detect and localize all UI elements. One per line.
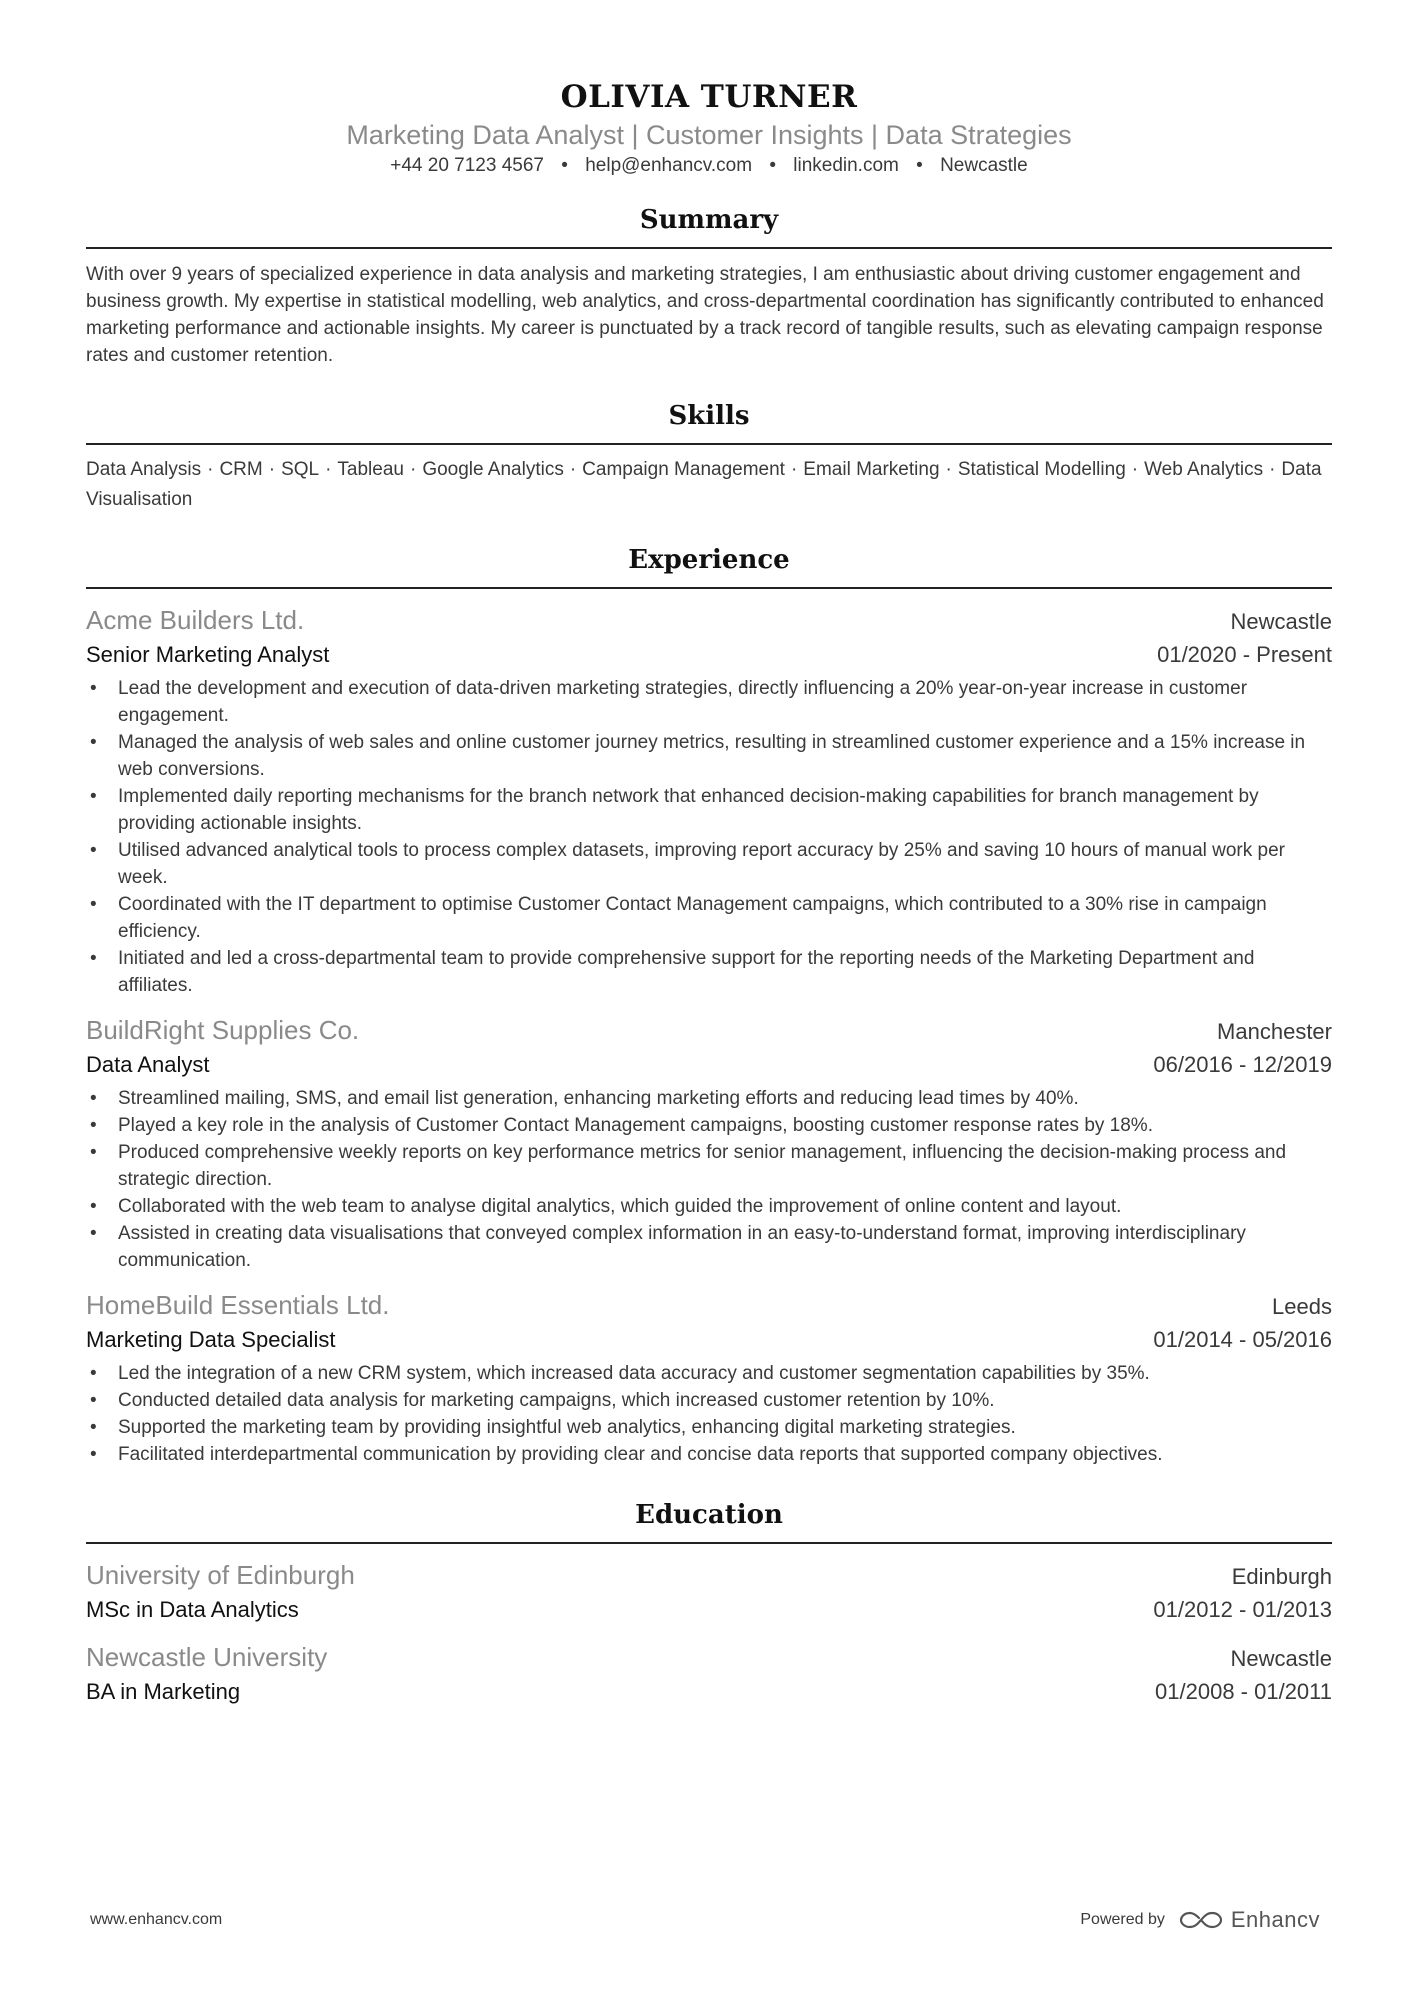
brand-name: Enhancv — [1230, 1907, 1320, 1932]
page-footer — [90, 1907, 1320, 1933]
school-name: University of Edinburgh — [86, 1560, 355, 1590]
summary-title: Summary — [86, 203, 1332, 249]
experience-title: Experience — [86, 543, 1332, 589]
degree: MSc in Data Analytics — [86, 1597, 299, 1622]
linkedin-link[interactable]: linkedin.com — [793, 155, 899, 176]
school-location: Newcastle — [1230, 1646, 1332, 1671]
skill-separator: · — [207, 459, 214, 480]
school-name: Newcastle University — [86, 1642, 328, 1672]
skill-separator: · — [945, 459, 952, 480]
skill-item: Data Analysis — [86, 459, 202, 480]
skill-separator: · — [268, 459, 276, 480]
candidate-headline: Marketing Data Analyst | Customer Insights | Data Strategies — [346, 120, 1072, 150]
brand-logo[interactable] — [1179, 1907, 1320, 1933]
job-bullets — [86, 675, 1332, 999]
skill-separator: · — [1269, 459, 1276, 480]
job-location: Leeds — [1272, 1294, 1332, 1319]
contact-line — [86, 153, 1332, 179]
job-dates: 06/2016 - 12/2019 — [1153, 1052, 1332, 1077]
bullet-item: • Conducted detailed data analysis for marketing campaigns, which increased customer retention by 10%. — [86, 1387, 1332, 1414]
job-entry — [86, 603, 1332, 999]
infinity-logo-icon — [1179, 1909, 1223, 1931]
education-dates: 01/2008 - 01/2011 — [1155, 1679, 1332, 1704]
bullet-item: • Streamlined mailing, SMS, and email list generation, enhancing marketing efforts and reducing lead times by 40%. — [86, 1085, 1332, 1112]
skill-separator: · — [569, 459, 577, 480]
skill-separator: · — [1131, 459, 1139, 480]
job-location: Manchester — [1217, 1019, 1332, 1044]
bullet-item: • Implemented daily reporting mechanisms for the branch network that enhanced decision-making capabilities for branch management by providing actionable insights. — [86, 783, 1332, 837]
summary-text: With over 9 years of specialized experience in data analysis and marketing strategies, I am enthusiastic about driving customer engagement and business growth. My expertise in statistical modelling, web analytics, and cross-departmental coordination has significantly contributed to enhanced marketing performance and actionable insights. My career is punctuated by a track record of tangible results, such as elevating campaign response rates and customer retention. — [86, 264, 1324, 366]
website-link[interactable]: www.enhancv.com — [90, 1911, 223, 1928]
bullet-item: • Coordinated with the IT department to optimise Customer Contact Management campaigns, which contributed to a 30% rise in campaign efficiency. — [86, 891, 1332, 945]
skill-item: Google Analytics — [422, 459, 564, 480]
skill-item: Statistical Modelling — [957, 459, 1126, 480]
job-entry — [86, 1013, 1332, 1274]
bullet-item: • Initiated and led a cross-departmental team to provide comprehensive support for the reporting needs of the Marketing Department and affiliates. — [86, 945, 1332, 999]
bullet-item: • Played a key role in the analysis of Customer Contact Management campaigns, boosting customer response rates by 18%. — [86, 1112, 1332, 1139]
skill-item: Web Analytics — [1144, 459, 1264, 480]
skill-item: Data Visualisation — [86, 459, 1322, 510]
job-bullets — [86, 1085, 1332, 1274]
education-entry — [86, 1640, 1332, 1708]
bullet-item: • Lead the development and execution of data-driven marketing strategies, directly influencing a 20% year-on-year increase in customer engagement. — [86, 675, 1332, 729]
powered-by-label: Powered by — [1080, 1911, 1165, 1928]
bullet-item: • Supported the marketing team by providing insightful web analytics, enhancing digital marketing strategies. — [86, 1414, 1332, 1441]
company-name: BuildRight Supplies Co. — [86, 1015, 360, 1045]
phone: +44 20 7123 4567 — [390, 155, 544, 176]
contact-separator: • — [561, 155, 568, 176]
education-entry — [86, 1558, 1332, 1626]
school-location: Edinburgh — [1231, 1564, 1332, 1589]
job-title: Data Analyst — [86, 1052, 210, 1077]
bullet-item: • Facilitated interdepartmental communication by providing clear and concise data reports that supported company objectives. — [86, 1441, 1332, 1468]
summary-section — [86, 203, 1332, 369]
job-dates: 01/2014 - 05/2016 — [1153, 1327, 1332, 1352]
company-name: Acme Builders Ltd. — [86, 605, 305, 635]
bullet-item: • Managed the analysis of web sales and online customer journey metrics, resulting in streamlined customer experience and a 15% increase in web conversions. — [86, 729, 1332, 783]
skill-item: CRM — [219, 459, 263, 480]
bullet-item: • Produced comprehensive weekly reports on key performance metrics for senior management, influencing the decision-making process and strategic direction. — [86, 1139, 1332, 1193]
skill-item: Campaign Management — [582, 459, 785, 480]
location: Newcastle — [940, 155, 1028, 176]
skill-item: SQL — [281, 459, 320, 480]
powered-by — [1080, 1907, 1320, 1933]
bullet-item: • Assisted in creating data visualisations that conveyed complex information in an easy-to-understand format, improving interdisciplinary communication. — [86, 1220, 1332, 1274]
job-title: Marketing Data Specialist — [86, 1327, 336, 1352]
bullet-item: • Led the integration of a new CRM system, which increased data accuracy and customer segmentation capabilities by 35%. — [86, 1360, 1332, 1387]
resume-header — [86, 0, 1332, 179]
contact-separator: • — [769, 155, 776, 176]
skill-item: Tableau — [337, 459, 404, 480]
education-section — [86, 1498, 1332, 1708]
candidate-name: OLIVIA TURNER — [560, 79, 858, 115]
bullet-item: • Collaborated with the web team to analyse digital analytics, which guided the improvement of online content and layout. — [86, 1193, 1332, 1220]
contact-separator: • — [916, 155, 923, 176]
email-link[interactable]: help@enhancv.com — [585, 155, 753, 176]
job-dates: 01/2020 - Present — [1157, 642, 1332, 667]
job-location: Newcastle — [1230, 609, 1332, 634]
job-entry — [86, 1288, 1332, 1468]
skills-list — [86, 455, 1332, 515]
skill-separator: · — [409, 459, 417, 480]
experience-section — [86, 543, 1332, 1468]
skill-separator: · — [790, 459, 798, 480]
resume-page — [86, 0, 1332, 1708]
bullet-item: • Utilised advanced analytical tools to process complex datasets, improving report accuracy by 25% and saving 10 hours of manual work per week. — [86, 837, 1332, 891]
job-title: Senior Marketing Analyst — [86, 642, 330, 667]
skills-title: Skills — [86, 399, 1332, 445]
job-bullets — [86, 1360, 1332, 1468]
company-name: HomeBuild Essentials Ltd. — [86, 1290, 390, 1320]
skill-separator: · — [325, 459, 332, 480]
education-dates: 01/2012 - 01/2013 — [1153, 1597, 1332, 1622]
skills-section — [86, 399, 1332, 515]
skill-item: Email Marketing — [803, 459, 940, 480]
degree: BA in Marketing — [86, 1679, 241, 1704]
education-title: Education — [86, 1498, 1332, 1544]
